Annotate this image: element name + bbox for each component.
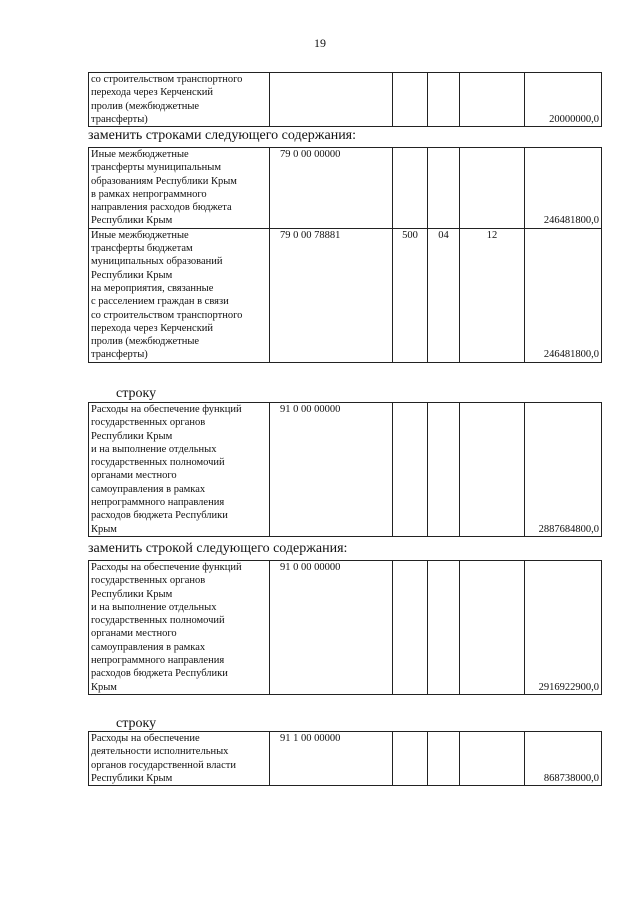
cell-c1 [393, 148, 428, 229]
table-row-1 [88, 402, 602, 537]
cell-c2 [428, 732, 460, 786]
page-number: 19 [314, 36, 326, 50]
cell-c3 [460, 732, 525, 786]
cell-c1 [393, 73, 428, 127]
table-row [89, 403, 602, 537]
cell-c3 [460, 561, 525, 695]
cell-c3 [460, 148, 525, 229]
cell-c1 [393, 403, 428, 537]
caption-replace-row-1: заменить строкой следующего содержания: [88, 541, 348, 556]
cell-code [270, 73, 393, 127]
cell-name: со строительством транспортного перехода через Керченский пролив (межбюджетные трансферты) [89, 73, 270, 127]
table-replacement [88, 147, 602, 363]
cell-c1: 500 [393, 228, 428, 362]
table-replace-1 [88, 560, 602, 695]
budget-table [88, 731, 602, 786]
cell-code: 79 0 00 00000 [270, 148, 393, 229]
cell-sum: 246481800,0 [525, 148, 602, 229]
budget-table [88, 402, 602, 537]
cell-c2 [428, 73, 460, 127]
table-row [89, 561, 602, 695]
table-row [89, 73, 602, 127]
budget-table [88, 72, 602, 127]
cell-name: Иные межбюджетные трансферты бюджетам муниципальных образований Республики Крым на мероприятия, связанные с расселением граждан в связи со строительством транспортного перехода через Керченский пролив (межбюджетные трансферты) [89, 228, 270, 362]
caption-replace-rows: заменить строками следующего содержания: [88, 128, 357, 143]
cell-name: Иные межбюджетные трансферты муниципальным образованиям Республики Крым в рамках непрограммного направления расходов бюджета Республики Крым [89, 148, 270, 229]
cell-sum: 20000000,0 [525, 73, 602, 127]
cell-code: 91 0 00 00000 [270, 561, 393, 695]
cell-c1 [393, 732, 428, 786]
cell-c3 [460, 73, 525, 127]
cell-name: Расходы на обеспечение деятельности исполнительных органов государственной власти Республики Крым [89, 732, 270, 786]
table-row [89, 148, 602, 229]
caption-row-1: строку [116, 386, 157, 401]
cell-name: Расходы на обеспечение функций государственных органов Республики Крым и на выполнение отдельных государственных полномочий органами местного самоуправления в рамках непрограммного направления расходов бюджета Республики Крым [89, 561, 270, 695]
cell-c2: 04 [428, 228, 460, 362]
budget-table [88, 147, 602, 363]
budget-table [88, 560, 602, 695]
caption-row-2: строку [116, 716, 157, 731]
cell-sum: 2887684800,0 [525, 403, 602, 537]
table-row [89, 228, 602, 362]
cell-code: 91 1 00 00000 [270, 732, 393, 786]
cell-sum: 246481800,0 [525, 228, 602, 362]
cell-c3 [460, 403, 525, 537]
cell-sum: 868738000,0 [525, 732, 602, 786]
cell-c1 [393, 561, 428, 695]
table-top [88, 72, 602, 127]
table-row [89, 732, 602, 786]
cell-c3: 12 [460, 228, 525, 362]
cell-c2 [428, 561, 460, 695]
cell-code: 79 0 00 78881 [270, 228, 393, 362]
cell-name: Расходы на обеспечение функций государственных органов Республики Крым и на выполнение отдельных государственных полномочий органами местного самоуправления в рамках непрограммного направления расходов бюджета Республики Крым [89, 403, 270, 537]
cell-code: 91 0 00 00000 [270, 403, 393, 537]
cell-sum: 2916922900,0 [525, 561, 602, 695]
cell-c2 [428, 148, 460, 229]
table-row-2 [88, 731, 602, 786]
cell-c2 [428, 403, 460, 537]
